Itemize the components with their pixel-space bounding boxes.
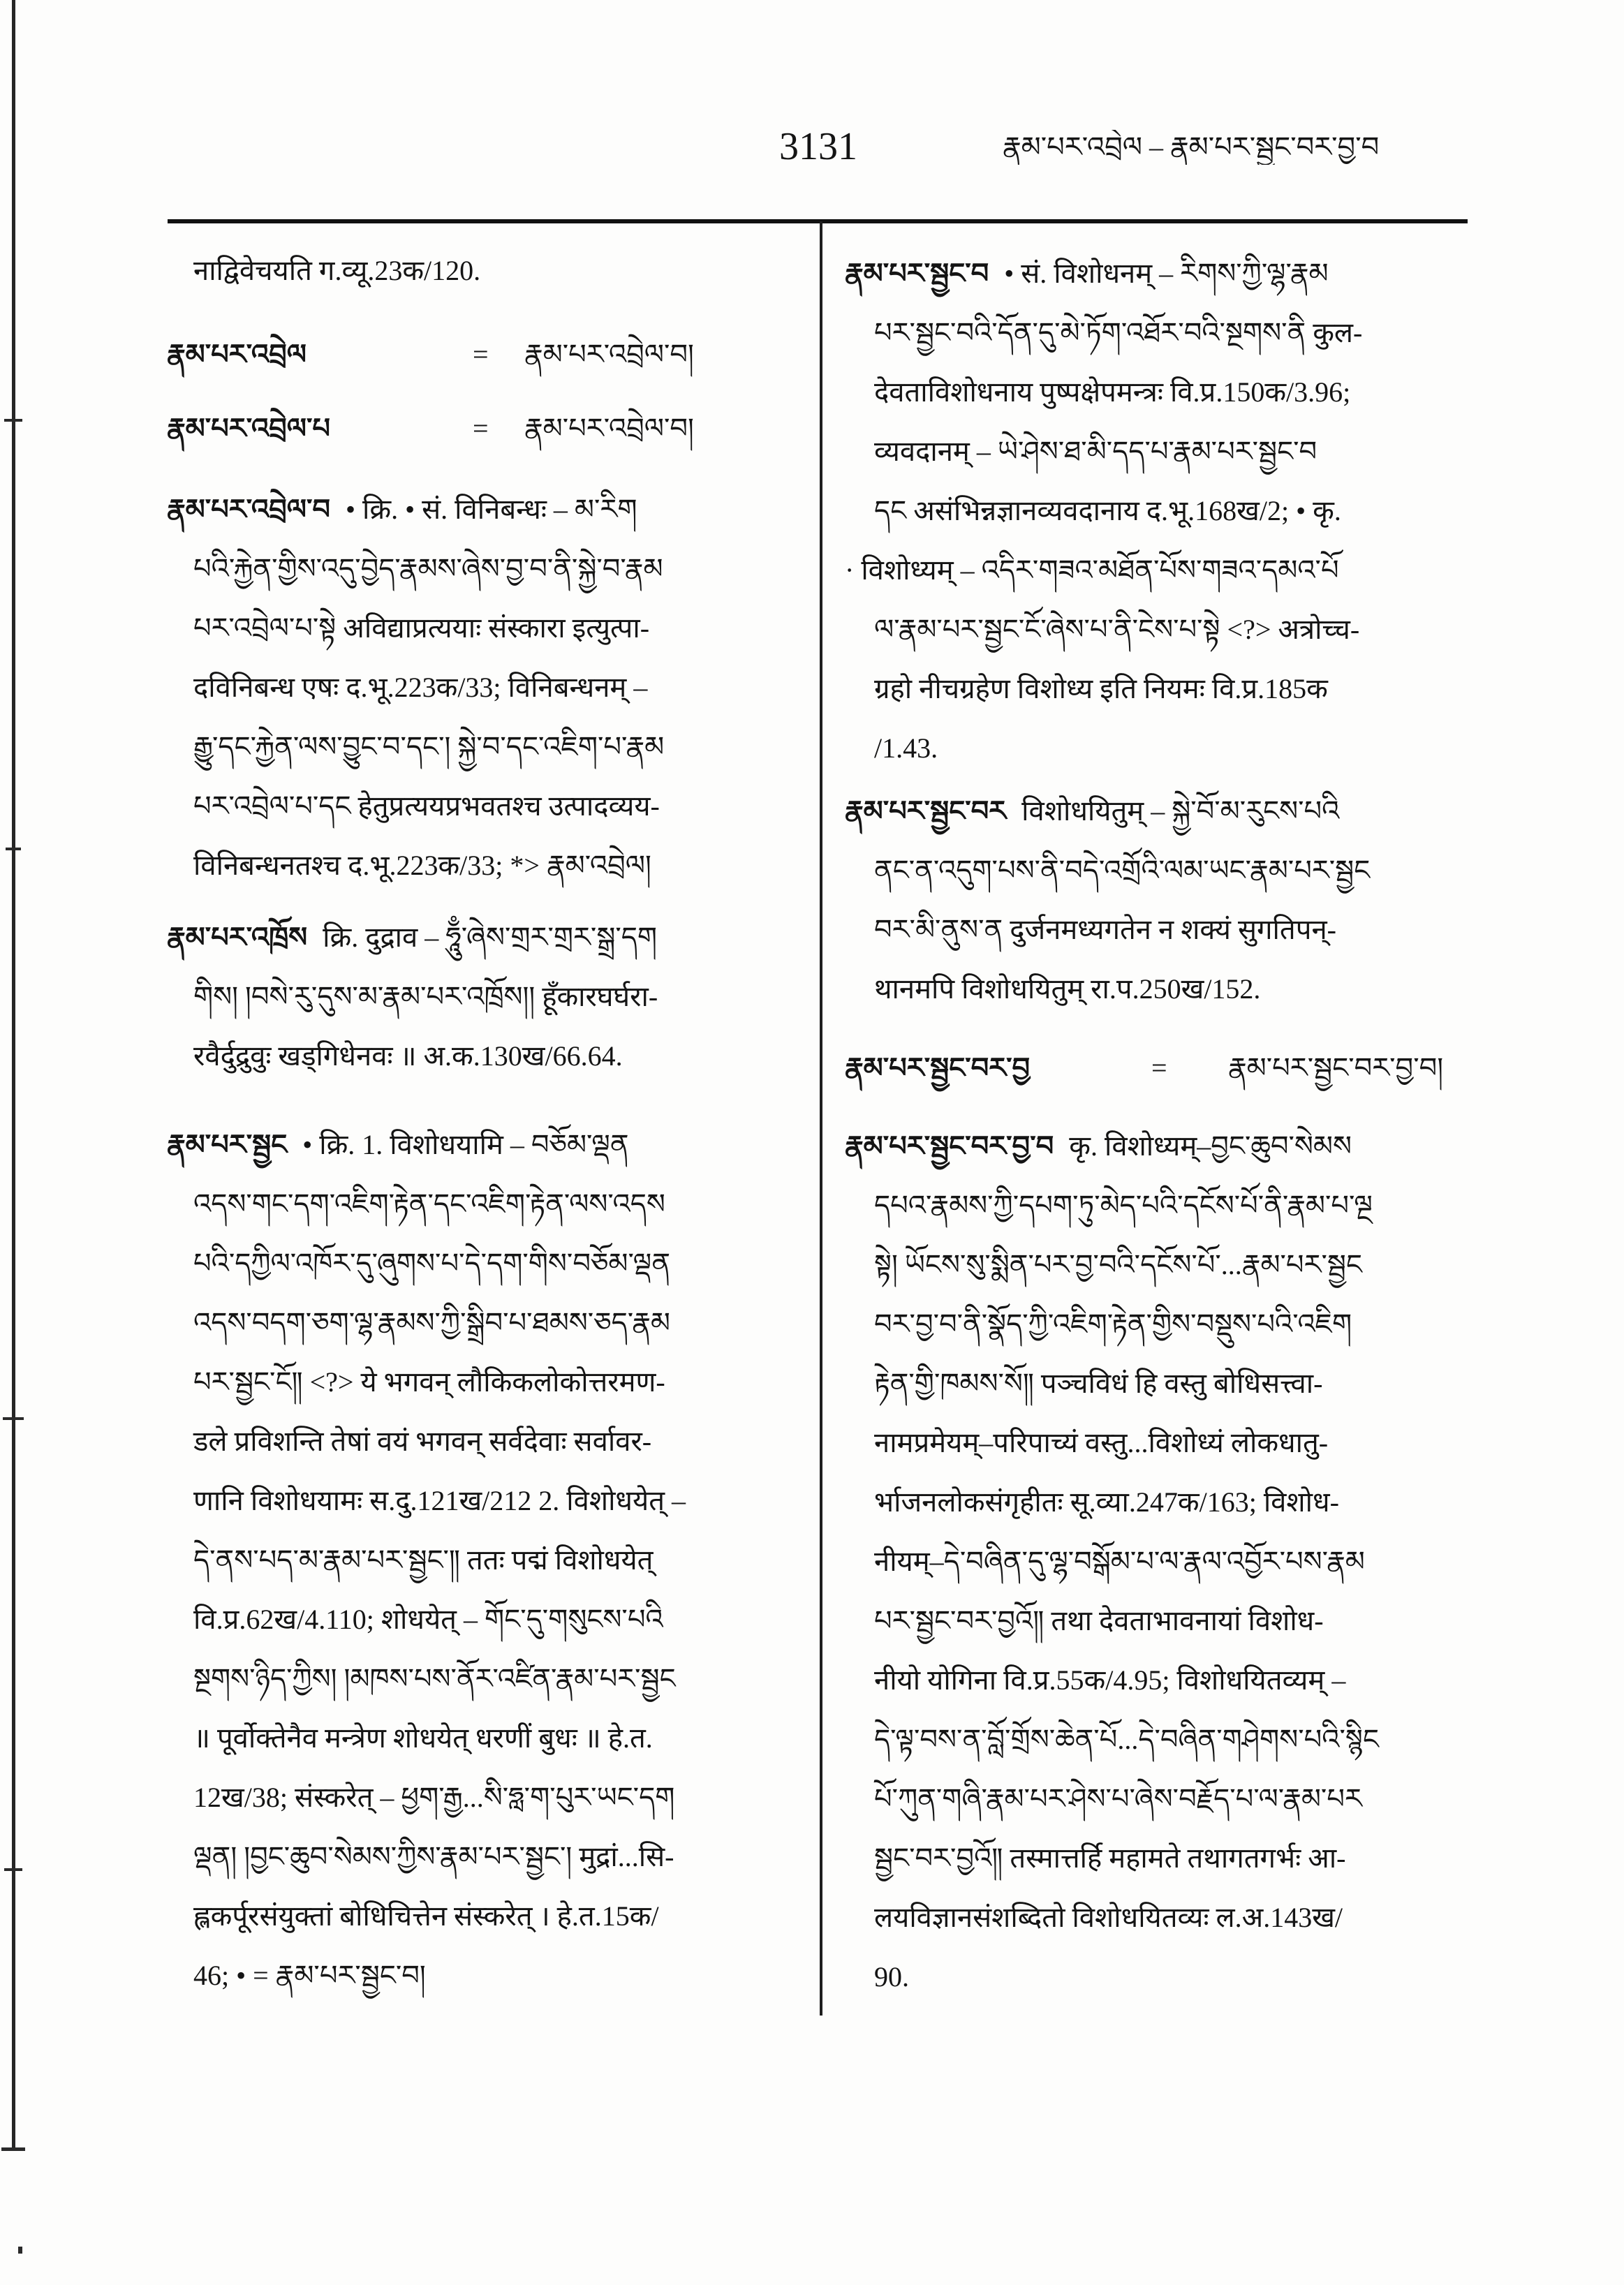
entry-text: कृ. विशोध्यम्–བྱང་ཆུབ་སེམས: [1069, 1130, 1352, 1162]
entry-line: པར་འབྲེལ་པ་སྟེ अविद्याप्रत्ययाः संस्कारा इत्युत्पा-: [193, 612, 650, 644]
entry-line: रवैर्दुद्रुवुः खड्गिधेनवः ॥ अ.क.130ख/66.64.: [193, 1040, 623, 1072]
entry-line: [167, 908, 804, 967]
entry-line: विनिबन्धनतश्च द.भू.223क/33; *> རྣམ་འབྲེལ།: [193, 850, 651, 881]
entry-headword: རྣམ་པར་སྦྱང་བར་བྱ་བ: [845, 1130, 1054, 1162]
dictionary-entry: [167, 325, 804, 384]
entry-line: རྟེན་གྱི་ཁམས་སོ༎ पञ्चविधं हि वस्तु बोधिसत्त्वा-: [874, 1368, 1323, 1399]
equals-sign: =: [473, 413, 489, 444]
entry-line: སྔགས་ཉིད་ཀྱིས། །མཁས་པས་ནོར་འཛིན་རྣམ་པར་སྦྱང: [193, 1663, 676, 1694]
entry-line: [167, 480, 804, 539]
entry-text: विशोधयितुम् – སྐྱེ་བོ་མ་རུངས་པའི: [1021, 795, 1340, 827]
dictionary-entry: [167, 399, 804, 458]
entry-line: · विशोध्यम् – འདིར་གཟའ་མཐོན་པོས་གཟའ་དམའ་པོ: [845, 554, 1339, 586]
entry-line: [845, 1038, 1468, 1097]
equals-sign: =: [1151, 1052, 1167, 1084]
entry-line: र्भाजनलोकसंगृहीतः सू.व्या.247क/163; विशोध-: [874, 1486, 1339, 1518]
dictionary-entry: [845, 1038, 1468, 1097]
dictionary-entry: [167, 1115, 804, 2005]
dictionary-entry: [845, 244, 1468, 778]
entry-headword: རྣམ་པར་སྦྱང་བར་བྱ: [845, 1052, 1031, 1084]
entry-line: འདས་གང་དག་འཇིག་རྟེན་དང་འཇིག་རྟེན་ལས་འདས: [193, 1188, 665, 1220]
entry-line: नीयम्–དེ་བཞིན་དུ་ལྷ་བསྒོམ་པ་ལ་རྣལ་འབྱོར་པས་རྣམ: [874, 1546, 1365, 1577]
entry-line: 12ख/38; संस्करेत् – ཕྱག་རྒྱ...སི་ཧླ་ག་པུར་ཡང་དག: [193, 1782, 675, 1813]
entry-line: པར་འབྲེལ་པ་དང हेतुप्रत्ययप्रभवतश्च उत्पादव्यय-: [193, 790, 660, 822]
entry-line: [845, 244, 1468, 303]
header-rule: [168, 219, 1468, 223]
entry-line: डले प्रविशन्ति तेषां वयं भगवन् सर्वदेवाः सर्वावर-: [193, 1426, 652, 1457]
entry-line: [845, 1116, 1468, 1176]
entry-line: ནང་ན་འདུག་པས་ནི་བདེ་འགྲོའི་ལམ་ཡང་རྣམ་པར་སྦྱང: [874, 855, 1371, 886]
entry-line: 46; • = རྣམ་པར་སྦྱང་བ།: [193, 1960, 426, 1991]
entry-headword: རྣམ་པར་འབྲེལ་པ: [167, 413, 331, 444]
dictionary-entry: [845, 1116, 1468, 2006]
entry-text: • सं. विशोधनम् – རིགས་ཀྱི་ལྷ་རྣམ: [1004, 258, 1329, 289]
entry-line: णानि विशोधयामः स.दु.121ख/212 2. विशोधयेत् –: [193, 1485, 686, 1516]
scan-mark: [6, 848, 21, 850]
entry-text: • क्रि. 1. विशोधयामि – བཅོམ་ལྡན: [302, 1129, 629, 1160]
entry-line: ལ་རྣམ་པར་སྦྱང་ངོ་ཞེས་པ་ནི་ངེས་པ་སྟེ <?> अत्रोच्च-: [874, 614, 1360, 645]
scan-mark: [4, 1868, 22, 1871]
entry-line: པར་སྦྱང་ངོ༎ <?> ये भगवन् लौकिकलोकोत्तरमण-: [193, 1366, 665, 1398]
scan-edge-line: [12, 0, 15, 2150]
entry-line: འདས་བདག་ཅག་ལྷ་རྣམས་ཀྱི་སྒྲིབ་པ་ཐམས་ཅད་རྣམ: [193, 1307, 670, 1338]
entry-line: थानमपि विशोधयितुम् रा.प.250ख/152.: [874, 973, 1261, 1005]
entry-line: नीयो योगिना वि.प्र.55क/4.95; विशोधयितव्यम् –: [874, 1664, 1346, 1696]
entry-line: པའི་རྐྱེན་གྱིས་འདུ་བྱེད་རྣམས་ཞེས་བྱ་བ་ནི་སྐྱེ་བ་རྣམ: [193, 553, 663, 584]
entry-line: དེ་ནས་པད་མ་རྣམ་པར་སྦྱང་༎ ततः पद्मं विशोधयेत्: [193, 1544, 654, 1576]
entry-line: [167, 325, 804, 384]
scan-mark: [4, 419, 22, 422]
cross-reference: རྣམ་པར་སྦྱང་བར་བྱ་བ།: [1228, 1052, 1444, 1084]
entry-line: པར་སྦྱང་བར་བྱའོ༎ तथा देवताभावनायां विशोध-: [874, 1605, 1324, 1636]
entry-line: དཔའ་རྣམས་ཀྱི་དཔག་ཏུ་མེད་པའི་དངོས་པོ་ནི་རྣམ་པ་ལྔ: [874, 1190, 1373, 1221]
entry-line: दविनिबन्ध एषः द.भू.223क/33; विनिबन्धनम् –: [193, 672, 648, 703]
cross-reference: རྣམ་པར་འབྲེལ་བ།: [524, 339, 694, 370]
page-number: 3131: [779, 125, 857, 168]
dictionary-entry: [167, 908, 804, 1086]
entry-line: ग्रहो नीचग्रहेण विशोध्य इति नियमः वि.प्र.185क: [874, 673, 1328, 704]
entry-line: नाद्विवेचयति ग.व्यू.23क/120.: [193, 255, 481, 286]
entry-line: ལྡན། །བྱང་ཆུབ་སེམས་ཀྱིས་རྣམ་པར་སྦྱང་། मुद्रां...सि-: [193, 1841, 674, 1872]
left-column: [167, 241, 804, 2005]
entry-line: लयविज्ञानसंशब्दितो विशोधयितव्यः ल.अ.143ख/: [874, 1902, 1343, 1933]
entry-line: [167, 1115, 804, 1174]
scan-mark: [1, 2147, 25, 2151]
dictionary-entry: [845, 781, 1468, 1019]
entry-headword: རྣམ་པར་སྦྱང་བར: [845, 795, 1007, 827]
running-head: རྣམ་པར་འབྲེལ – རྣམ་པར་སྦྱང་བར་བྱ་བ: [1003, 131, 1380, 163]
entry-text: क्रि. दुद्राव – ཧཱུྃ་ཞེས་གྲར་གྲར་སྒྲ་དག: [323, 922, 658, 953]
entry-line: ॥ पूर्वोक्तेनैव मन्त्रेण शोधयेत् धरणीं बुधः ॥ हे.त.: [193, 1722, 653, 1754]
entry-line: [167, 399, 804, 458]
entry-line: དང असंभिन्नज्ञानव्यवदानाय द.भू.168ख/2; • कृ.: [874, 495, 1341, 526]
scan-mark: [18, 2247, 22, 2254]
right-column: [845, 244, 1468, 2006]
entry-line: देवताविशोधनाय पुष्पक्षेपमन्त्रः वि.प्र.150क/3.96;: [874, 376, 1351, 408]
cross-reference: རྣམ་པར་འབྲེལ་བ།: [524, 413, 694, 444]
entry-line: नामप्रमेयम्–परिपाच्यं वस्तु...विशोध्यं लोकधातु-: [874, 1427, 1329, 1458]
entry-line: སྟེ། ཡོངས་སུ་སྨིན་པར་བྱ་བའི་དངོས་པོ་...རྣམ་པར་སྦྱང: [874, 1249, 1362, 1280]
entry-headword: རྣམ་པར་འཁྲོས: [167, 922, 308, 953]
entry-line: वि.प्र.62ख/4.110; शोधयेत् – གོང་དུ་གསུངས་པའི: [193, 1604, 663, 1635]
entry-line: དེ་ལྟ་བས་ན་བློ་གྲོས་ཆེན་པོ...དེ་བཞིན་གཤེགས་པའི་སྙིང: [874, 1724, 1379, 1755]
entry-line: ह्लकर्पूरसंयुक्तां बोधिचित्तेन संस्करेत् । हे.त.15क/: [193, 1900, 659, 1932]
dictionary-entry: [167, 241, 804, 300]
dictionary-entry: [167, 480, 804, 895]
entry-headword: རྣམ་པར་འབྲེལ: [167, 339, 307, 370]
entry-line: གིས། །བསེ་རུ་དུས་མ་རྣམ་པར་འཁྲོས།། हूँकारघर्घरा-: [193, 981, 658, 1012]
entry-line: /1.43.: [874, 732, 938, 764]
entry-line: པའི་དཀྱིལ་འཁོར་དུ་ཞུགས་པ་དེ་དག་གིས་བཅོམ་ལྡན: [193, 1248, 670, 1279]
entry-line: པར་སྦྱང་བའི་དོན་དུ་མེ་ཏོག་འཐོར་བའི་སྔགས་ནི कुल-: [874, 317, 1363, 348]
entry-line: [845, 781, 1468, 841]
entry-line: སྦྱང་བར་བྱའོ༎ तस्मात्तर्हि महामते तथागतगर्भः आ-: [874, 1842, 1346, 1874]
entry-line: བར་བྱ་བ་ནི་སྣོད་ཀྱི་འཇིག་རྟེན་གྱིས་བསྡུས་པའི་འཇིག: [874, 1308, 1352, 1340]
entry-text: • क्रि. • सं. विनिबन्धः – མ་རིག: [346, 494, 637, 525]
entry-line: པོ་ཀུན་གཞི་རྣམ་པར་ཤེས་པ་ཞེས་བརྗོད་པ་ལ་རྣམ་པར: [874, 1783, 1362, 1814]
entry-line: རྒྱུ་དང་རྐྱེན་ལས་བྱུང་བ་དང་། སྐྱེ་བ་དང་འཇིག་པ་རྣམ: [193, 731, 665, 762]
column-divider: [820, 221, 822, 2016]
entry-line: 90.: [874, 1961, 909, 1992]
entry-headword: རྣམ་པར་སྦྱང: [167, 1129, 288, 1160]
entry-line: व्यवदानम् – ཡེ་ཤེས་ཐ་མི་དད་པ་རྣམ་པར་སྦྱང་བ: [874, 436, 1317, 467]
entry-headword: རྣམ་པར་སྦྱང་བ: [845, 258, 989, 289]
equals-sign: =: [473, 339, 489, 370]
scan-mark: [3, 1417, 24, 1420]
entry-headword: རྣམ་པར་འབྲེལ་བ: [167, 494, 331, 525]
entry-line: བར་མི་ནུས་ན दुर्जनमध्यगतेन न शक्यं सुगतिपन्-: [874, 914, 1336, 945]
